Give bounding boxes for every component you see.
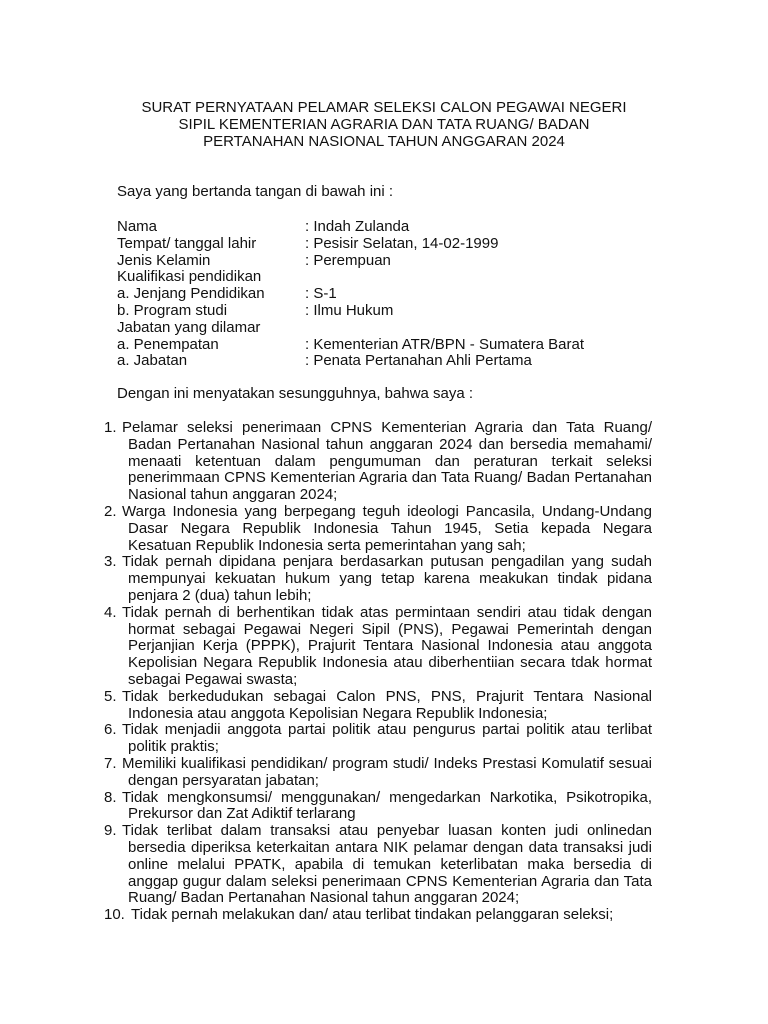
field-label: Jabatan yang dilamar bbox=[117, 318, 261, 336]
field-value: : Penata Pertanahan Ahli Pertama bbox=[305, 352, 532, 370]
title-line-3: PERTANAHAN NASIONAL TAHUN ANGGARAN 2024 bbox=[203, 133, 565, 150]
title-line-2: SIPIL KEMENTERIAN AGRARIA DAN TATA RUANG/ BADAN bbox=[178, 116, 590, 133]
list-item-number: 9. bbox=[104, 822, 117, 840]
field-label: a. Jabatan bbox=[117, 352, 188, 370]
document-title bbox=[0, 99, 768, 150]
list-item-text: Tidak menjadii anggota partai politik atau pengurus partai politik atau terlibat politik praktis; bbox=[122, 721, 652, 756]
list-item bbox=[104, 689, 652, 723]
field-value: : S-1 bbox=[305, 285, 337, 303]
list-item bbox=[104, 554, 652, 604]
field-label: Jenis Kelamin bbox=[117, 251, 211, 269]
list-item-number: 2. bbox=[104, 502, 117, 520]
field-label: Nama bbox=[117, 218, 158, 235]
field-row-placement bbox=[117, 337, 657, 354]
list-item bbox=[104, 907, 652, 924]
list-item-number: 3. bbox=[104, 553, 117, 571]
field-label: Tempat/ tanggal lahir bbox=[117, 234, 257, 252]
field-value: : Kementerian ATR/BPN - Sumatera Barat bbox=[305, 335, 585, 353]
list-item-text: Tidak berkedudukan sebagai Calon PNS, PNS, Prajurit Tentara Nasional Indonesia atau anggota Kepolisian Negara Republik Indonesia; bbox=[122, 687, 652, 722]
declaration-list bbox=[104, 420, 652, 924]
field-value: : Perempuan bbox=[305, 251, 391, 269]
list-item bbox=[104, 504, 652, 554]
list-item bbox=[104, 420, 652, 504]
field-value bbox=[305, 320, 657, 337]
field-row-gender bbox=[117, 253, 657, 270]
list-item bbox=[104, 722, 652, 756]
field-value bbox=[305, 269, 657, 286]
statement-text: Dengan ini menyatakan sesungguhnya, bahwa saya : bbox=[117, 385, 474, 402]
list-item-number: 5. bbox=[104, 687, 117, 705]
field-label: a. Penempatan bbox=[117, 335, 219, 353]
list-item bbox=[104, 605, 652, 689]
list-item-number: 7. bbox=[104, 754, 117, 772]
list-item-number: 4. bbox=[104, 603, 117, 621]
list-item bbox=[104, 823, 652, 907]
field-label: a. Jenjang Pendidikan bbox=[117, 285, 265, 303]
field-row-level bbox=[117, 286, 657, 303]
field-row-program bbox=[117, 303, 657, 320]
list-item-text: Tidak pernah di berhentikan tidak atas permintaan sendiri atau tidak dengan hormat sebagai Pegawai Negeri Sipil (PNS), Pegawai Pemerintah dengan Perjanjian Kerja (PPPK), Prajurit Tentara Nasional Indonesia atau anggota Kepolisian Negara Republik Indonesia atau diberhentiian secara tdak hormat sebagai Pegawai swasta; bbox=[122, 603, 652, 688]
field-row-position bbox=[117, 353, 657, 370]
title-line-1: SURAT PERNYATAAN PELAMAR SELEKSI CALON PEGAWAI NEGERI bbox=[141, 99, 627, 116]
list-item bbox=[104, 756, 652, 790]
list-item-text: Tidak pernah dipidana penjara berdasarkan putusan pengadilan yang sudah mempunyai kekuatan hukum yang tetap karena meakukan tindak pidana penjara 2 (dua) tahun lebih; bbox=[122, 553, 652, 604]
field-value: : Pesisir Selatan, 14-02-1999 bbox=[305, 234, 499, 252]
field-row-position-applied bbox=[117, 320, 657, 337]
list-item bbox=[104, 790, 652, 824]
list-item-text: Warga Indonesia yang berpegang teguh ideologi Pancasila, Undang-Undang Dasar Negara Republik Indonesia Tahun 1945, Setia kepada Negara Kesatuan Republik Indonesia serta pemerintahan yang sah; bbox=[122, 502, 652, 554]
list-item-number: 1. bbox=[104, 419, 117, 436]
field-row-name bbox=[117, 219, 657, 236]
field-row-birth bbox=[117, 236, 657, 253]
list-item-text: Tidak mengkonsumsi/ menggunakan/ mengedarkan Narkotika, Psikotropika, Prekursor dan Zat Adiktif terlarang bbox=[122, 788, 652, 823]
field-value: : Ilmu Hukum bbox=[305, 301, 394, 319]
list-item-number: 8. bbox=[104, 788, 117, 806]
field-row-education bbox=[117, 269, 657, 286]
list-item-number: 10. bbox=[104, 906, 125, 924]
intro-text: Saya yang bertanda tangan di bawah ini : bbox=[117, 183, 394, 200]
list-item-text: Tidak terlibat dalam transaksi atau penyebar luasan konten judi onlinedan bersedia diperiksa keterkaitan antara NIK pelamar dengan data transaksi judi online melalui PPATK, apabila di temukan keterlibatan maka bersedia di anggap gugur dalam seleksi penerimaan CPNS Kementerian Agraria dan Tata Ruang/ Badan Pertanahan Nasional tahun anggaran 2024; bbox=[122, 822, 652, 907]
field-value: : Indah Zulanda bbox=[305, 218, 410, 235]
applicant-fields bbox=[117, 219, 657, 370]
list-item-number: 6. bbox=[104, 721, 117, 739]
field-label: Kualifikasi pendidikan bbox=[117, 268, 262, 286]
list-item-text: Tidak pernah melakukan dan/ atau terlibat tindakan pelanggaran seleksi; bbox=[131, 906, 614, 924]
list-item-text: Pelamar seleksi penerimaan CPNS Kementerian Agraria dan Tata Ruang/ Badan Pertanahan Nasional tahun anggaran 2024 dan bersedia memahami/ menaati ketentuan dalam pengumuman dan peraturan terkait seleksi penerimmaan CPNS Kementerian Agraria dan Tata Ruang/ Badan Pertanahan Nasional tahun anggaran 2024; bbox=[122, 419, 652, 504]
field-label: b. Program studi bbox=[117, 301, 228, 319]
list-item-text: Memiliki kualifikasi pendidikan/ program studi/ Indeks Prestasi Komulatif sesuai dengan persyaratan jabatan; bbox=[122, 754, 652, 789]
